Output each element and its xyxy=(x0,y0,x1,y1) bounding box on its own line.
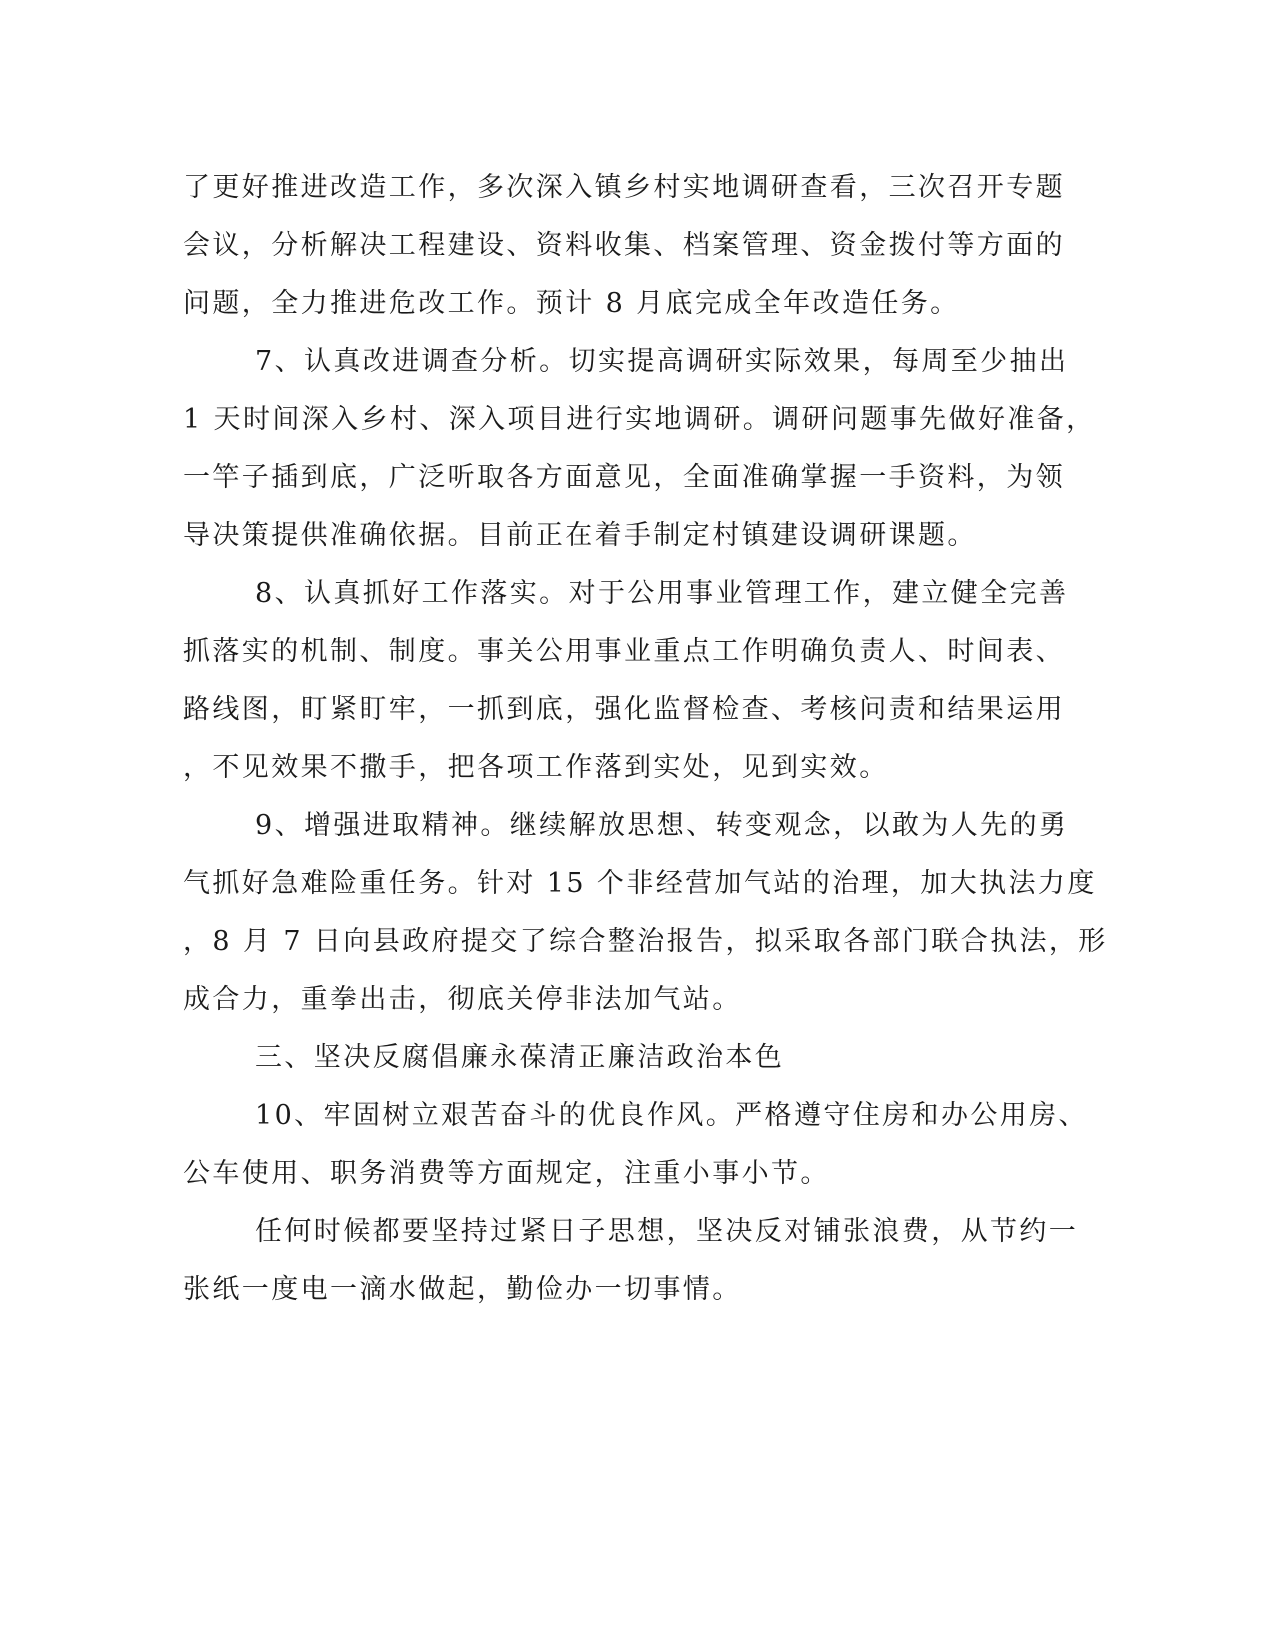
text-line: 抓落实的机制、制度。事关公用事业重点工作明确负责人、时间表、 xyxy=(183,636,1065,667)
text-line: ，不见效果不撒手，把各项工作落到实处，见到实效。 xyxy=(183,752,889,783)
text-line: 公车使用、职务消费等方面规定，注重小事小节。 xyxy=(183,1158,830,1189)
text-line: 路线图，盯紧盯牢，一抓到底，强化监督检查、考核问责和结果运用 xyxy=(183,694,1065,725)
text-line: 成合力，重拳出击，彻底关停非法加气站。 xyxy=(183,984,742,1015)
text-line: 9、增强进取精神。继续解放思想、转变观念，以敢为人先的勇 xyxy=(255,810,1069,841)
text-line: 7、认真改进调查分析。切实提高调研实际效果，每周至少抽出 xyxy=(255,346,1069,377)
text-line: 一竿子插到底，广泛听取各方面意见，全面准确掌握一手资料，为领 xyxy=(183,462,1065,493)
text-line: 任何时候都要坚持过紧日子思想，坚决反对铺张浪费，从节约一 xyxy=(255,1216,1079,1247)
text-line: 会议，分析解决工程建设、资料收集、档案管理、资金拨付等方面的 xyxy=(183,230,1065,261)
text-line: 气抓好急难险重任务。针对 15 个非经营加气站的治理，加大执法力度 xyxy=(183,868,1097,899)
text-line: ，8 月 7 日向县政府提交了综合整治报告，拟采取各部门联合执法，形 xyxy=(183,926,1108,957)
text-line: 问题，全力推进危改工作。预计 8 月底完成全年改造任务。 xyxy=(183,288,960,319)
text-line: 8、认真抓好工作落实。对于公用事业管理工作，建立健全完善 xyxy=(255,578,1069,609)
text-line: 了更好推进改造工作，多次深入镇乡村实地调研查看，三次召开专题 xyxy=(183,172,1065,203)
body-text xyxy=(183,159,1108,1319)
section-heading: 三、坚决反腐倡廉永葆清正廉洁政治本色 xyxy=(255,1042,785,1073)
text-line: 10、牢固树立艰苦奋斗的优良作风。严格遵守住房和办公用房、 xyxy=(255,1100,1088,1131)
text-line: 张纸一度电一滴水做起，勤俭办一切事情。 xyxy=(183,1274,742,1305)
text-line: 1 天时间深入乡村、深入项目进行实地调研。调研问题事先做好准备， xyxy=(183,404,1096,435)
text-line: 导决策提供准确依据。目前正在着手制定村镇建设调研课题。 xyxy=(183,520,977,551)
